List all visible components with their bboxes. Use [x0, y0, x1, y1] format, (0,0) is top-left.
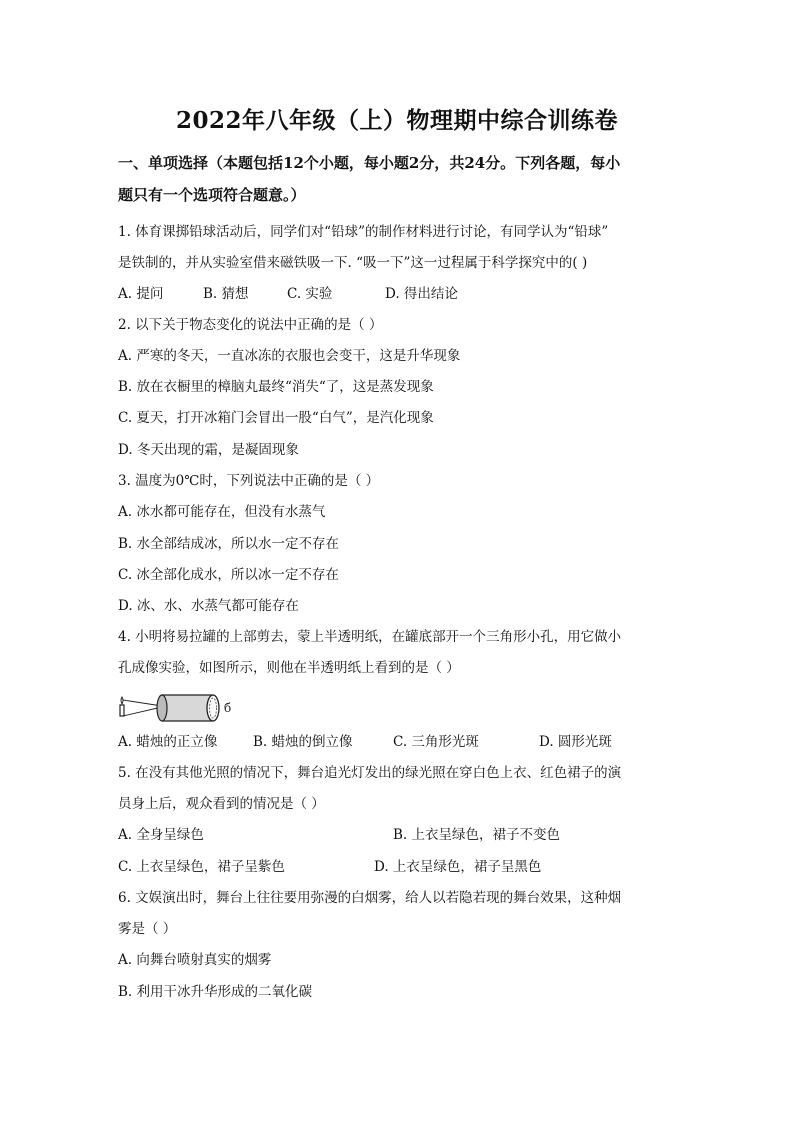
pinhole-camera-figure	[118, 690, 238, 724]
q5-option-d: D. 上衣呈绿色，裙子呈黑色	[374, 859, 542, 875]
q6-stem-line-2: 雾是（ ）	[118, 921, 177, 937]
q2-option-a: A. 严寒的冬天，一直冰冻的衣服也会变干，这是升华现象	[118, 348, 461, 364]
q1-option-c: C. 实验	[287, 286, 333, 302]
q1-option-a: A. 提问	[118, 286, 164, 302]
q5-stem-line-2: 员身上后，观众看到的情况是（ ）	[118, 796, 325, 812]
q3-option-d: D. 冰、水、水蒸气都可能存在	[118, 598, 299, 614]
section-heading-line-1: 一、单项选择（本题包括12个小题，每小题2分，共24分。下列各题，每小	[118, 154, 621, 172]
q3-stem: 3. 温度为0℃时，下列说法中正确的是（ ）	[118, 473, 380, 489]
q2-stem: 2. 以下关于物态变化的说法中正确的是（ ）	[118, 317, 383, 333]
candle-shape	[120, 705, 124, 716]
q5-option-a: A. 全身呈绿色	[118, 827, 204, 843]
q1-stem-line-1: 1. 体育课掷铅球活动后，同学们对“铅球”的制作材料进行讨论，有同学认为“铅球”	[118, 224, 609, 240]
q4-option-d: D. 圆形光斑	[539, 734, 612, 750]
q2-option-b: B. 放在衣橱里的樟脑丸最终“消失“了，这是蒸发现象	[118, 379, 434, 395]
q3-option-c: C. 冰全部化成水，所以冰一定不存在	[118, 567, 339, 583]
candle-flame-shape	[121, 697, 123, 704]
q2-option-d: D. 冬天出现的霜，是凝固现象	[118, 442, 299, 458]
q6-stem-line-1: 6. 文娱演出时，舞台上往往要用弥漫的白烟雾，给人以若隐若现的舞台效果，这种烟	[118, 890, 622, 906]
figure-caption: б	[224, 701, 232, 715]
q4-option-a: A. 蜡烛的正立像	[118, 734, 218, 750]
q5-option-c: C. 上衣呈绿色，裙子呈紫色	[118, 859, 285, 875]
light-ray-lower	[123, 707, 162, 716]
translucent-paper-shape	[207, 695, 219, 721]
q1-stem-line-2: 是铁制的，并从实验室借来磁铁吸一下. “吸一下”这一过程属于科学探究中的( )	[118, 255, 588, 271]
q4-stem-line-1: 4. 小明将易拉罐的上部剪去，蒙上半透明纸，在罐底部开一个三角形小孔，用它做小	[118, 629, 622, 645]
q6-option-b: B. 利用干冰升华形成的二氧化碳	[118, 984, 313, 1000]
q4-option-b: B. 蜡烛的倒立像	[253, 734, 353, 750]
section-heading	[118, 147, 683, 211]
q3-option-b: B. 水全部结成冰，所以水一定不存在	[118, 536, 340, 552]
can-body-shape	[162, 695, 213, 721]
q5-option-b: B. 上衣呈绿色，裙子不变色	[393, 827, 561, 843]
light-ray-upper	[123, 700, 162, 706]
q1-option-b: B. 猜想	[203, 286, 249, 302]
can-bottom-shape	[157, 695, 167, 721]
page-title: 2022年八年级（上）物理期中综合训练卷	[175, 107, 618, 134]
q1-option-d: D. 得出结论	[385, 286, 458, 302]
q4-option-c: C. 三角形光斑	[393, 734, 479, 750]
q2-option-c: C. 夏天，打开冰箱门会冒出一股“白气”，是汽化现象	[118, 410, 434, 426]
q4-stem-line-2: 孔成像实验，如图所示，则他在半透明纸上看到的是（ ）	[118, 660, 460, 676]
section-heading-line-2: 题只有一个选项符合题意。）	[118, 186, 306, 204]
q6-option-a: A. 向舞台喷射真实的烟雾	[118, 952, 272, 968]
q5-stem-line-1: 5. 在没有其他光照的情况下，舞台追光灯发出的绿光照在穿白色上衣、红色裙子的演	[118, 765, 622, 781]
q3-option-a: A. 冰水都可能存在，但没有水蒸气	[118, 504, 326, 520]
